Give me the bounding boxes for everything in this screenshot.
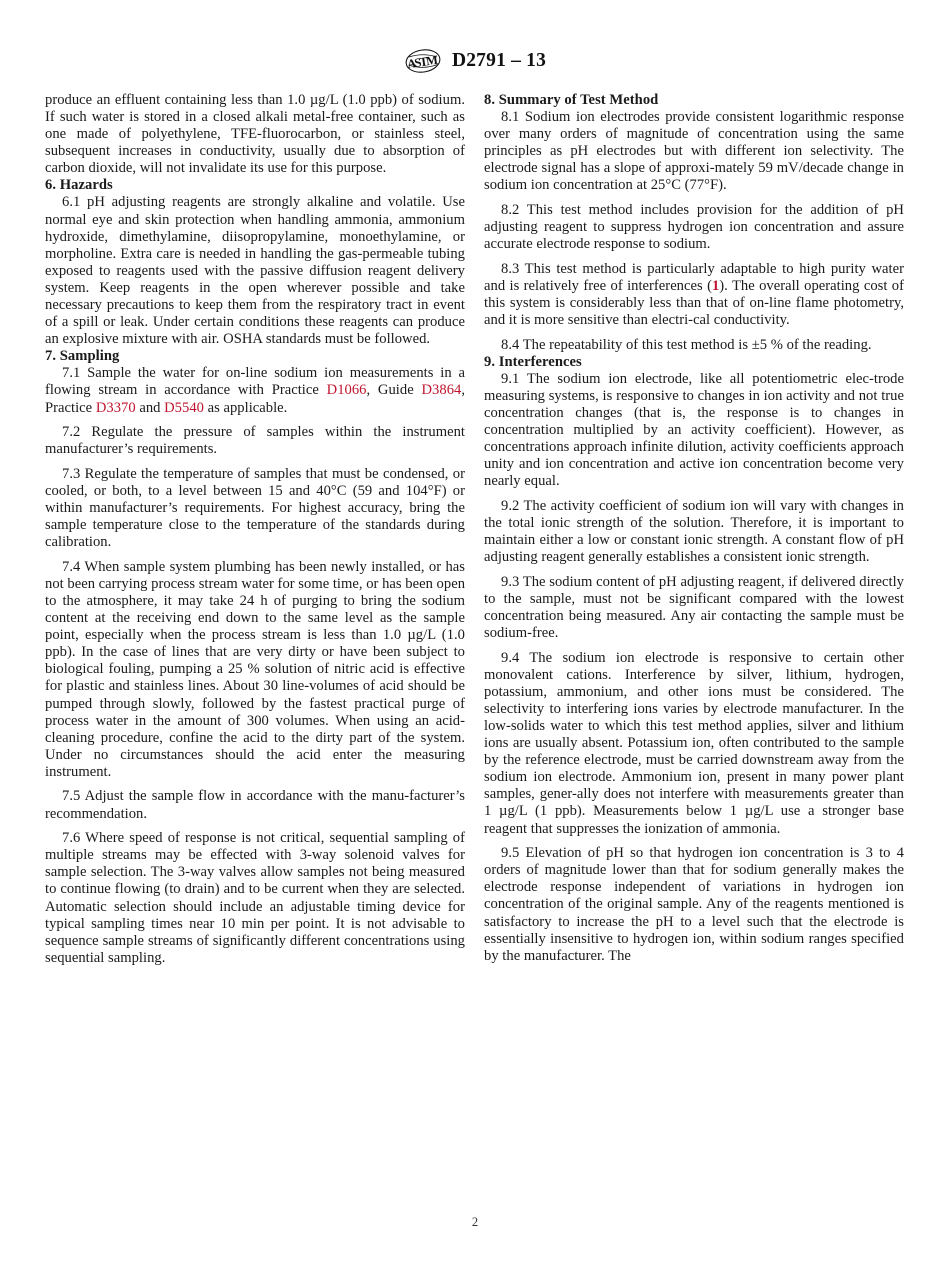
paragraph-7-1-text-5: as applicable.: [203, 399, 288, 416]
paragraph-7-1-text-4: and: [135, 399, 165, 416]
standard-designation: D2791 – 13: [451, 50, 547, 71]
paragraph-7-4: 7.4 When sample system plumbing has been newly installed, or has not been carrying process stream water for some time, or has been open to the atmosphere, it may take 24 h of purging to bring the sodium content at the receiving end down to the same level as the sample point, especially when the process stream is less than 1.0 µg/L (1.0 ppb). In the case of lines that are very dirty or have been subject to biological fouling, pumping a 25 % solution of nitric acid is effective for plastic and stainless lines. About 30 line-volumes of acid should be pumped through slowly, followed by the fastest practical purge of process water in the amount of 300 volumes. When using an acid-cleaning procedure, confine the acid to the dirty part of the system. Under no circumstances should the acid enter the measuring instrument.: [45, 558, 466, 780]
paragraph-8-3-text-2: ). The overall operating cost of this system is considerably less than that of on-line flame photometry, and it is more sensitive than electri-cal conductivity.: [484, 277, 904, 329]
paragraph-9-3: 9.3 The sodium content of pH adjusting reagent, if delivered directly to the sample, must not be significant compared with the lowest concentration being measured. Any air contacting the sample must be sodium-free.: [484, 573, 904, 642]
two-column-body: [45, 92, 905, 1202]
paragraph-7-3: 7.3 Regulate the temperature of samples that must be condensed, or cooled, or both, to a level between 15 and 40°C (59 and 104°F) or within manufacturer’s requirements. For highest accuracy, bring the sample temperature close to the temperature of the standards during calibration.: [45, 465, 465, 551]
section-heading-6: 6. Hazards: [45, 177, 113, 194]
continued-paragraph: produce an effluent containing less than 1.0 µg/L (1.0 ppb) of sodium. If such water is stored in a closed alkali metal-free container, such as one made of polyethylene, TFE-fluorocarbon, or stainless steel, subsequent increases in conductivity, usually due to absorption of carbon dioxide, will not invalidate its use for this purpose.: [45, 92, 465, 177]
link-d3864[interactable]: D3864: [421, 382, 462, 399]
paragraph-9-5: 9.5 Elevation of pH so that hydrogen ion concentration is 3 to 4 orders of magnitude lower than that for sodium generally makes the electrode response independent of variations in hydrogen ion concentration of the original sample. Any of the reagents mentioned is satisfactory to increase the pH to a level such that the electrode is essentially insensitive to hydrogen ion, within sodium ranges specified by the manufacturer. The: [484, 845, 904, 964]
paragraph-9-1: 9.1 The sodium ion electrode, like all potentiometric elec-trode measuring systems, is responsive to changes in ion activity and not true concentration changes (that is, the response is to changes in concentration multiplied by an activity coefficient). However, as concentrations approach infinite dilution, activity coefficients approach unity and ion concentration and active ion concentration become very nearly equal.: [484, 370, 904, 490]
section-heading-7: 7. Sampling: [45, 348, 120, 365]
right-column: [484, 92, 904, 1202]
paragraph-7-1-text-2: , Guide: [366, 382, 422, 399]
page-number: 2: [471, 1215, 479, 1229]
section-heading-8: 8. Summary of Test Method: [484, 92, 659, 108]
link-d1066[interactable]: D1066: [326, 382, 367, 399]
paragraph-8-1: 8.1 Sodium ion electrodes provide consistent logarithmic response over many orders of magnitude of concentration using the same principles as pH electrodes but with different ion selectivity. The electrode signal has a slope of approxi-mately 59 mV/decade change in sodium ion concentration at 25°C (77°F).: [484, 109, 904, 194]
paragraph-9-4: 9.4 The sodium ion electrode is responsive to certain other monovalent cations. Interference by silver, lithium, hydrogen, potassium, ammonium, and other ions must be considered. The selectivity to interfering ions varies by electrode manufacturer. In the low-solids water to which this test method applies, silver and lithium ions are usually absent. Potassium ion, often contributed to the sample by the reference electrode, must be carried downstream away from the sodium ion electrode. Ammonium ion, present in many power plant samples, gener-ally does not interfere with measurements greater than 1 µg/L (1 ppb). Measurements below 1 µg/L use a stronger base reagent that suppresses the ionization of ammonia.: [484, 649, 904, 837]
left-column: [45, 92, 465, 1202]
paragraph-8-4: 8.4 The repeatability of this test method is ±5 % of the reading.: [501, 336, 872, 353]
reference-link-1[interactable]: 1: [711, 277, 720, 294]
paragraph-7-1-text-1: 7.1 Sample the water for on-line sodium ion measurements in a flowing stream in accordance with Practice: [45, 365, 465, 399]
paragraph-7-6: 7.6 Where speed of response is not critical, sequential sampling of multiple streams may be effected with 3-way solenoid valves for sample selection. The 3-way valves allow samples not being measured to continue flowing (to drain) and to be current when they are selected. Automatic selection should include an adjustable timing device for typical sampling times near 10 min per point. It is not advisable to sequence sample streams of significantly different concentrations using sequential sampling.: [45, 830, 465, 966]
paragraph-8-2: 8.2 This test method includes provision for the addition of pH adjusting reagent to suppress hydrogen ion concentration and assure accurate electrode response to sodium.: [484, 201, 904, 253]
paragraph-7-2: 7.2 Regulate the pressure of samples within the instrument manufacturer’s requirements.: [45, 424, 465, 458]
section-heading-9: 9. Interferences: [484, 353, 582, 370]
paragraph-7-1-text-3: , Practice: [45, 382, 465, 416]
link-d5540[interactable]: D5540: [164, 399, 204, 416]
paragraph-6-1: 6.1 pH adjusting reagents are strongly alkaline and volatile. Use normal eye and skin protection when handling ammonia, ammonium hydroxide, dimethylamine, diisopropylamine, monoethylamine, or morpholine. Extra care is needed in handling the gas-permeable tubing exposed to reagents used with the passive diffusion reagent delivery system. Keep reagents in the open wherever possible and take necessary precautions to keep them from the respiratory tract in event of a spill or leak. Under certain conditions these reagents can produce an explosive mixture with air. OSHA standards must be followed.: [45, 194, 465, 348]
link-d3370[interactable]: D3370: [95, 399, 136, 416]
astm-logo-icon: [404, 48, 442, 74]
svg-text:ASTM: ASTM: [406, 52, 439, 72]
paragraph-8-3-text-1: 8.3 This test method is particularly adaptable to high purity water and is relatively free of interferences (: [484, 260, 904, 294]
paragraph-9-2: 9.2 The activity coefficient of sodium ion will vary with changes in the total ionic strength of the solution. Therefore, it is important to maintain either a low or constant ionic strength. A constant flow of pH adjusting reagent generally establishes a consistent ionic strength.: [484, 497, 904, 566]
page-header: [0, 44, 950, 78]
paragraph-8-3: [484, 261, 904, 329]
paragraph-7-1: [45, 365, 465, 416]
paragraph-7-5: 7.5 Adjust the sample flow in accordance with the manu-facturer’s recommendation.: [45, 788, 465, 822]
